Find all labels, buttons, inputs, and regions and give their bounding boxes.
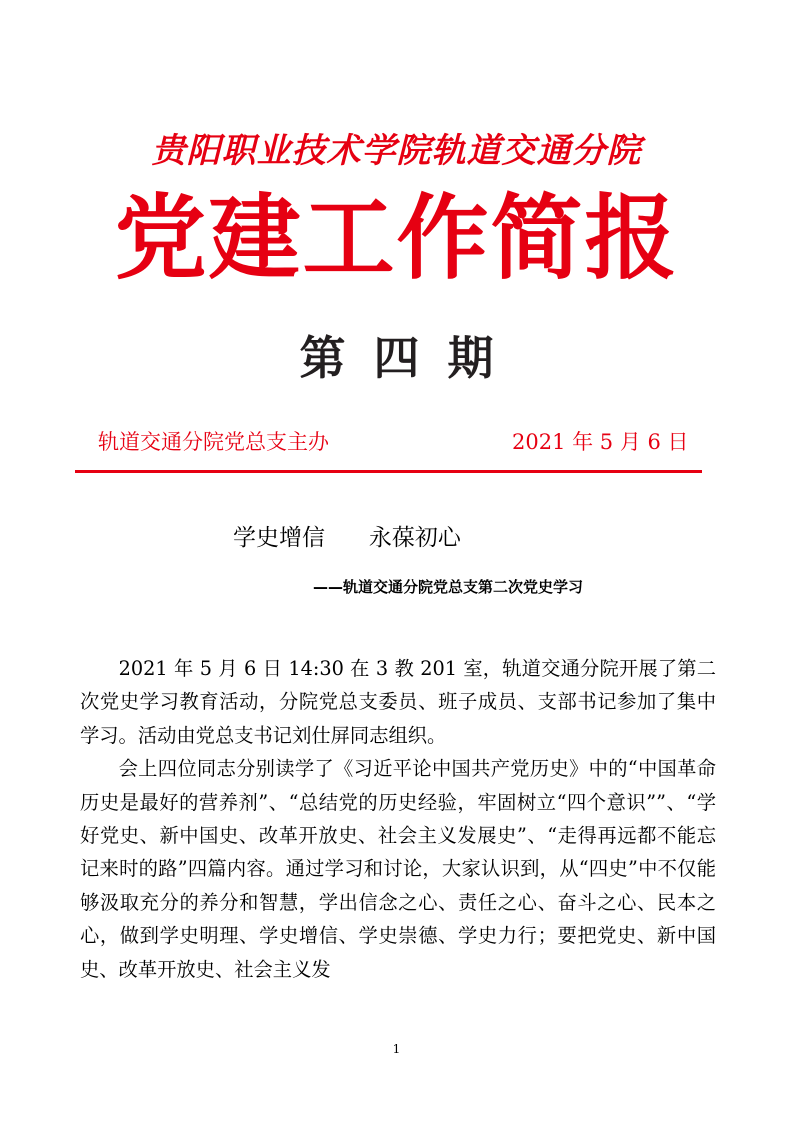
header-divider [75,470,702,473]
org-name: 贵阳职业技术学院轨道交通分院 [151,131,642,171]
article-body [80,652,716,986]
sponsor-line: 轨道交通分院党总支主办 [98,430,329,454]
article-subtitle: ——轨道交通分院党总支第二次党史学习 [313,578,584,596]
issue-date: 2021 年 5 月 6 日 [512,430,689,454]
issue-number: 第 四 期 [299,331,494,385]
masthead-title: 党建工作简报 [114,185,679,292]
paragraph: 会上四位同志分别读学了《习近平论中国共产党历史》中的“中国革命历史是最好的营养剂”、“总结党的历史经验，牢固树立“四个意识””、“学好党史、新中国史、改革开放史、社会主义发展史”、“走得再远都不能忘记来时的路”四篇内容。通过学习和讨论，大家认识到，从“四史”中不仅能够汲取充分的养分和智慧，学出信念之心、责任之心、奋斗之心、民本之心，做到学史明理、学史增信、学史崇德、学史力行；要把党史、新中国史、改革开放史、社会主义发 [80,757,716,981]
article-title: 学史增信 永葆初心 [233,525,461,551]
page-number: 1 [392,1042,401,1056]
paragraph: 2021 年 5 月 6 日 14:30 在 3 教 201 室，轨道交通分院开展了第二次党史学习教育活动，分院党总支委员、班子成员、支部书记参加了集中学习。活动由党总支书记刘仕屏同志组织。 [80,657,716,747]
